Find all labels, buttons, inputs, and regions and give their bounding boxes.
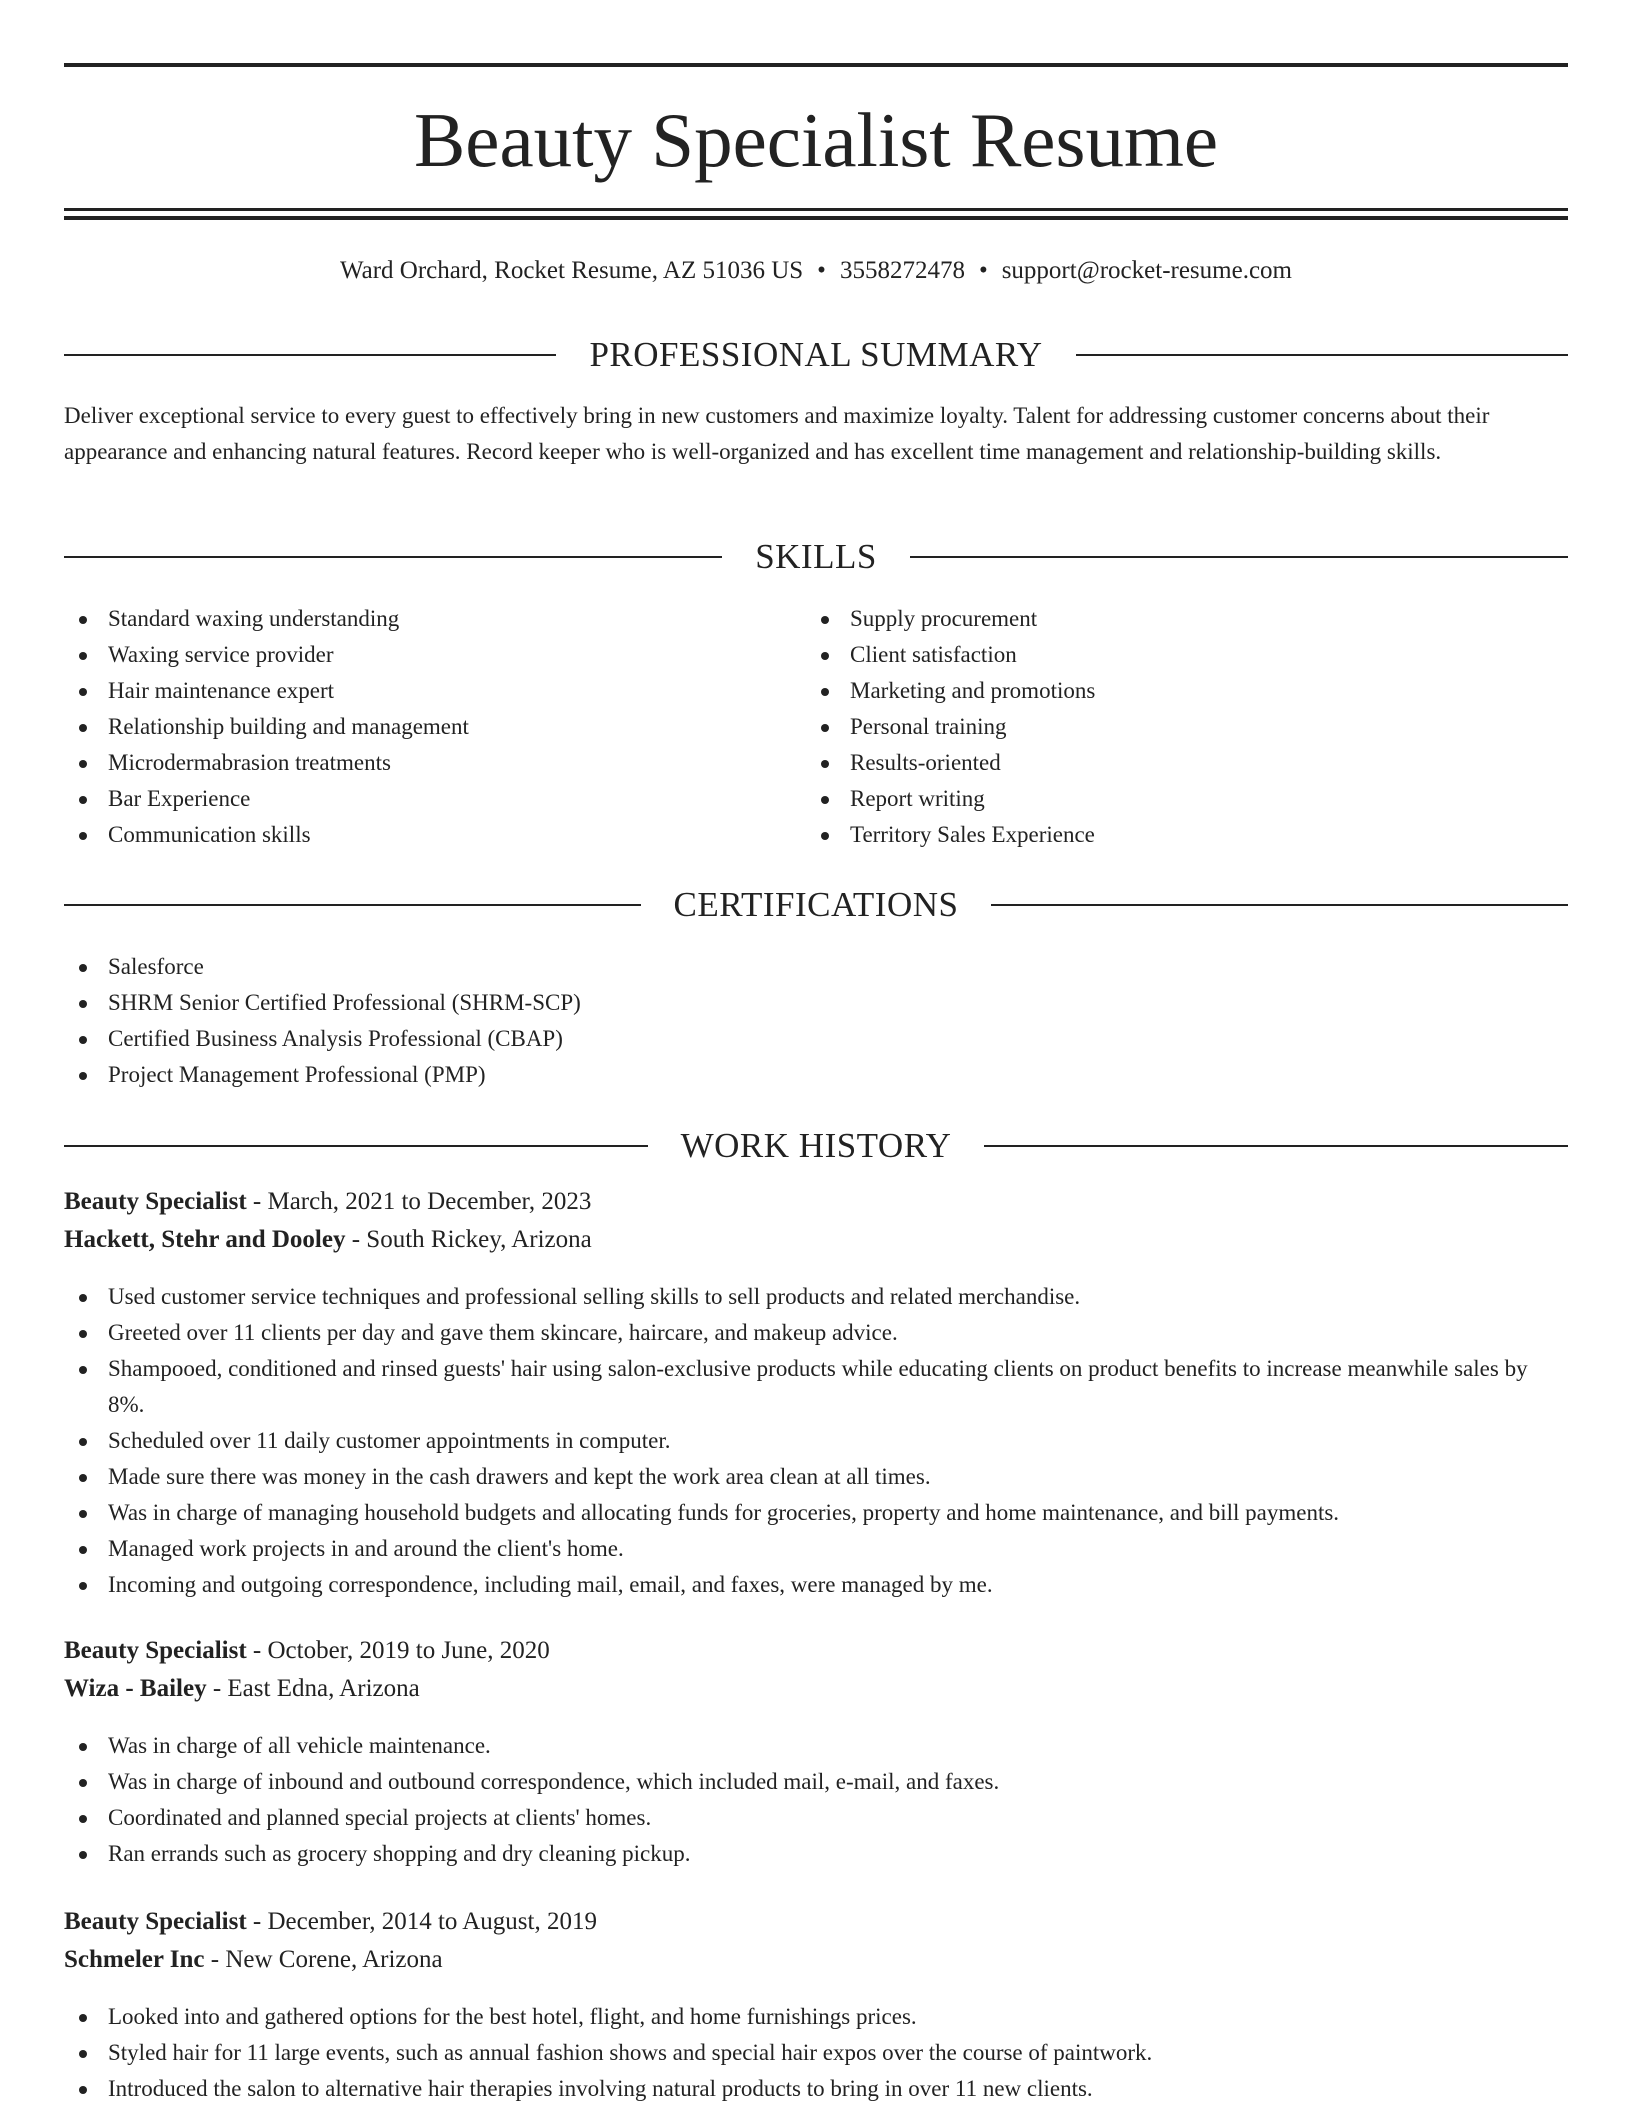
job-bullet-text: Was in charge of inbound and outbound correspondence, which included mail, e-mail, and faxes. bbox=[108, 1769, 1000, 1794]
skill-item-text: Standard waxing understanding bbox=[108, 606, 400, 631]
skill-item bbox=[806, 601, 1568, 637]
certification-item bbox=[64, 1021, 1568, 1057]
heading-rule bbox=[984, 1145, 1568, 1147]
bullet-icon bbox=[821, 760, 829, 768]
skill-item bbox=[806, 817, 1568, 853]
job-bullet bbox=[64, 1531, 1568, 1567]
job-bullets bbox=[64, 1728, 1568, 1872]
job-title-line bbox=[64, 1903, 1568, 1941]
bullet-icon bbox=[79, 1546, 87, 1554]
skill-item bbox=[806, 781, 1568, 817]
section-title: CERTIFICATIONS bbox=[673, 885, 959, 924]
skill-item bbox=[64, 817, 804, 853]
job-dates: - December, 2014 to August, 2019 bbox=[246, 1908, 597, 1935]
job-company: Schmeler Inc bbox=[64, 1946, 205, 1973]
job-company: Hackett, Stehr and Dooley bbox=[64, 1226, 346, 1253]
skill-item-text: Waxing service provider bbox=[108, 642, 334, 667]
job-bullet-text: Ran errands such as grocery shopping and dry cleaning pickup. bbox=[108, 1841, 691, 1866]
skill-item-text: Marketing and promotions bbox=[850, 678, 1096, 703]
job-bullet bbox=[64, 1764, 1568, 1800]
certifications-list bbox=[64, 949, 1568, 1093]
skill-item-text: Personal training bbox=[850, 714, 1007, 739]
bullet-icon bbox=[79, 1743, 87, 1751]
job-bullet bbox=[64, 2035, 1568, 2071]
job-bullet-text: Used customer service techniques and professional selling skills to sell products and related merchandise. bbox=[108, 1284, 1081, 1309]
bullet-icon bbox=[79, 1582, 87, 1590]
job-company-line bbox=[64, 1221, 1568, 1259]
bullet-icon bbox=[821, 724, 829, 732]
skill-item bbox=[64, 745, 804, 781]
job-bullet-text: Greeted over 11 clients per day and gave them skincare, haircare, and makeup advice. bbox=[108, 1320, 898, 1345]
bullet-icon bbox=[79, 964, 87, 972]
job-company-line bbox=[64, 1670, 1568, 1708]
job-company-line bbox=[64, 1941, 1568, 1979]
certification-item bbox=[64, 949, 1568, 985]
skill-item-text: Relationship building and management bbox=[108, 714, 469, 739]
job-title-line bbox=[64, 1183, 1568, 1221]
job-title-line bbox=[64, 1632, 1568, 1670]
skill-item-text: Supply procurement bbox=[850, 606, 1038, 631]
skill-item-text: Client satisfaction bbox=[850, 642, 1017, 667]
bullet-icon bbox=[79, 1330, 87, 1338]
bullet-icon bbox=[79, 796, 87, 804]
contact-separator: • bbox=[817, 257, 826, 284]
skills-list-right bbox=[806, 601, 1568, 853]
certification-item-text: Salesforce bbox=[108, 954, 204, 979]
job-bullet bbox=[64, 1567, 1568, 1603]
job-bullet bbox=[64, 1315, 1568, 1351]
job-bullet bbox=[64, 2071, 1568, 2107]
contact-phone: 3558272478 bbox=[839, 257, 965, 284]
job-bullet-text: Scheduled over 11 daily customer appointments in computer. bbox=[108, 1428, 671, 1453]
contact-line bbox=[64, 253, 1568, 289]
job-bullet bbox=[64, 1495, 1568, 1531]
heading-rule bbox=[1076, 354, 1568, 356]
heading-rule bbox=[64, 556, 722, 558]
job-title: Beauty Specialist bbox=[64, 1188, 247, 1215]
heading-rule bbox=[64, 1145, 648, 1147]
summary-heading bbox=[64, 333, 1568, 377]
bullet-icon bbox=[79, 1366, 87, 1374]
job-location: - South Rickey, Arizona bbox=[345, 1226, 592, 1253]
skill-item-text: Communication skills bbox=[108, 822, 311, 847]
job-bullet-text: Shampooed, conditioned and rinsed guests' hair using salon-exclusive products while educating clients on product benefits to increase meanwhile sales by 8%. bbox=[108, 1356, 1528, 1417]
section-title: SKILLS bbox=[755, 537, 877, 576]
bullet-icon bbox=[79, 1851, 87, 1859]
contact-address: Ward Orchard, Rocket Resume, AZ 51036 US bbox=[340, 257, 804, 284]
skill-item bbox=[64, 781, 804, 817]
job-bullet bbox=[64, 1999, 1568, 2035]
job-bullet-text: Styled hair for 11 large events, such as annual fashion shows and special hair expos over the course of paintwork. bbox=[108, 2040, 1153, 2065]
job-bullet bbox=[64, 1279, 1568, 1315]
bullet-icon bbox=[79, 1779, 87, 1787]
job-bullet bbox=[64, 1728, 1568, 1764]
skill-item-text: Results-oriented bbox=[850, 750, 1001, 775]
heading-rule bbox=[910, 556, 1568, 558]
bullet-icon bbox=[79, 2050, 87, 2058]
resume-title: Beauty Specialist Resume bbox=[413, 97, 1219, 183]
bullet-icon bbox=[821, 832, 829, 840]
skill-item bbox=[64, 673, 804, 709]
bullet-icon bbox=[79, 2086, 87, 2094]
heading-rule bbox=[991, 904, 1568, 906]
heading-rule bbox=[64, 354, 556, 356]
certification-item bbox=[64, 1057, 1568, 1093]
certification-item bbox=[64, 985, 1568, 1021]
job-bullet-text: Looked into and gathered options for the best hotel, flight, and home furnishings prices. bbox=[108, 2004, 917, 2029]
bullet-icon bbox=[79, 688, 87, 696]
job-bullet-text: Was in charge of all vehicle maintenance. bbox=[108, 1733, 491, 1758]
certification-item-text: Project Management Professional (PMP) bbox=[108, 1062, 486, 1087]
skill-item-text: Report writing bbox=[850, 786, 985, 811]
job-bullets bbox=[64, 1999, 1568, 2107]
job-title: Beauty Specialist bbox=[64, 1637, 247, 1664]
job-bullet-text: Managed work projects in and around the client's home. bbox=[108, 1536, 624, 1561]
bullet-icon bbox=[79, 1072, 87, 1080]
job-bullet-text: Was in charge of managing household budgets and allocating funds for groceries, property and home maintenance, and bill payments. bbox=[108, 1500, 1340, 1525]
work-history-heading bbox=[64, 1124, 1568, 1168]
job-dates: - October, 2019 to June, 2020 bbox=[246, 1637, 550, 1664]
bullet-icon bbox=[79, 1036, 87, 1044]
skill-item-text: Microdermabrasion treatments bbox=[108, 750, 391, 775]
bullet-icon bbox=[79, 760, 87, 768]
heading-rule bbox=[64, 904, 641, 906]
job-company: Wiza - Bailey bbox=[64, 1675, 207, 1702]
skill-item bbox=[806, 745, 1568, 781]
skills-heading bbox=[64, 535, 1568, 579]
job-bullet bbox=[64, 1351, 1568, 1423]
job-bullet-text: Introduced the salon to alternative hair therapies involving natural products to bring in over 11 new clients. bbox=[108, 2076, 1093, 2101]
job-bullets bbox=[64, 1279, 1568, 1603]
job-bullet-text: Made sure there was money in the cash drawers and kept the work area clean at all times. bbox=[108, 1464, 931, 1489]
contact-email: support@rocket-resume.com bbox=[1001, 257, 1292, 284]
skill-item bbox=[64, 709, 804, 745]
bullet-icon bbox=[79, 1438, 87, 1446]
bullet-icon bbox=[821, 652, 829, 660]
section-title: WORK HISTORY bbox=[680, 1126, 952, 1165]
bullet-icon bbox=[79, 724, 87, 732]
skills-list-left bbox=[64, 601, 804, 853]
top-rule bbox=[64, 63, 1568, 67]
job-bullet-text: Incoming and outgoing correspondence, including mail, email, and faxes, were managed by me. bbox=[108, 1572, 993, 1597]
job-bullet bbox=[64, 1836, 1568, 1872]
skill-item bbox=[806, 673, 1568, 709]
bullet-icon bbox=[79, 832, 87, 840]
title-double-rule bbox=[64, 208, 1568, 220]
certifications-heading bbox=[64, 883, 1568, 927]
bullet-icon bbox=[821, 796, 829, 804]
bullet-icon bbox=[79, 2014, 87, 2022]
certification-item-text: SHRM Senior Certified Professional (SHRM-SCP) bbox=[108, 990, 581, 1015]
job-bullet-text: Coordinated and planned special projects at clients' homes. bbox=[108, 1805, 652, 1830]
bullet-icon bbox=[79, 1000, 87, 1008]
job-location: - New Corene, Arizona bbox=[204, 1946, 443, 1973]
certification-item-text: Certified Business Analysis Professional (CBAP) bbox=[108, 1026, 563, 1051]
bullet-icon bbox=[79, 1815, 87, 1823]
job-dates: - March, 2021 to December, 2023 bbox=[246, 1188, 592, 1215]
skill-item bbox=[806, 637, 1568, 673]
skill-item-text: Territory Sales Experience bbox=[850, 822, 1095, 847]
job-title: Beauty Specialist bbox=[64, 1908, 247, 1935]
skill-item bbox=[64, 637, 804, 673]
bullet-icon bbox=[79, 1294, 87, 1302]
summary-text: Deliver exceptional service to every guest to effectively bring in new customers and maximize loyalty. Talent for addressing customer concerns about their appearance and enhancing natural features. Record keeper who is well-organized and has excellent time management and relationship-building skills. bbox=[64, 403, 1490, 464]
job-bullet bbox=[64, 1800, 1568, 1836]
skill-item bbox=[64, 601, 804, 637]
skill-item bbox=[806, 709, 1568, 745]
skill-item-text: Bar Experience bbox=[108, 786, 251, 811]
bullet-icon bbox=[79, 1510, 87, 1518]
bullet-icon bbox=[821, 616, 829, 624]
contact-separator: • bbox=[978, 257, 988, 284]
job-bullet bbox=[64, 1423, 1568, 1459]
bullet-icon bbox=[79, 1474, 87, 1482]
bullet-icon bbox=[821, 688, 829, 696]
job-location: - East Edna, Arizona bbox=[206, 1675, 420, 1702]
bullet-icon bbox=[79, 616, 87, 624]
skill-item-text: Hair maintenance expert bbox=[108, 678, 335, 703]
job-bullet bbox=[64, 1459, 1568, 1495]
bullet-icon bbox=[79, 652, 87, 660]
section-title: PROFESSIONAL SUMMARY bbox=[589, 335, 1043, 374]
